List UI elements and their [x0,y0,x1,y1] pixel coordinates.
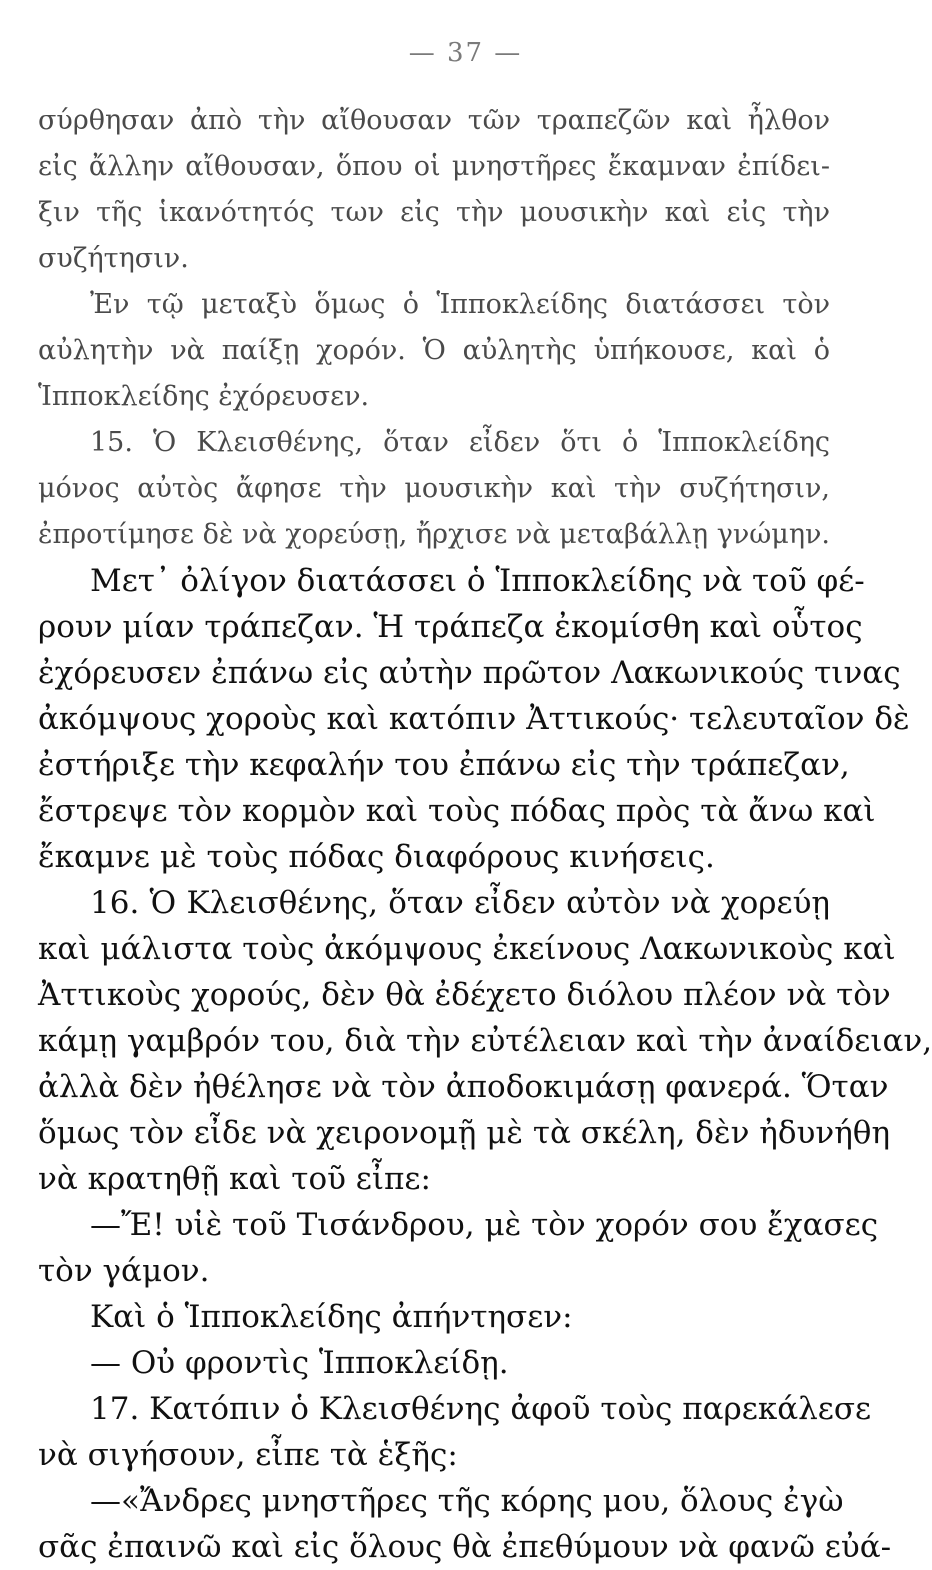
text-line: συζήτησιν. [38,243,189,274]
text-line: εἰς ἄλλην αἴθουσαν, ὅπου οἱ μνηστῆρες ἔκαμναν ἐπίδει- [38,151,830,182]
page-number: — 37 — [408,38,523,68]
text-line: καὶ μάλιστα τοὺς ἀκόμψους ἐκείνους Λακωνικοὺς καὶ [38,931,896,967]
text-line: νὰ σιγήσουν, εἶπε τὰ ἑξῆς: [38,1437,458,1473]
text-line: νὰ κρατηθῇ καὶ τοῦ εἶπε: [38,1161,431,1197]
text-line: Ἐν τῷ μεταξὺ ὅμως ὁ Ἱπποκλείδης διατάσσει τὸν [90,289,830,320]
text-line: τὸν γάμον. [38,1253,210,1289]
text-line: Ἱπποκλείδης ἐχόρευσεν. [38,381,370,412]
text-line: ἔστρεψε τὸν κορμὸν καὶ τοὺς πόδας πρὸς τὰ ἄνω καὶ [38,793,876,829]
text-line: ἀλλὰ δὲν ἠθέλησε νὰ τὸν ἀποδοκιμάσῃ φανερά. Ὅταν [38,1069,889,1105]
text-line: Ἀττικοὺς χορούς, δὲν θὰ ἐδέχετο διόλου πλέον νὰ τὸν [38,977,891,1013]
text-line: ρουν μίαν τράπεζαν. Ἡ τράπεζα ἐκομίσθη καὶ οὗτος [38,609,863,645]
text-line: 16. Ὁ Κλεισθένης, ὅταν εἶδεν αὐτὸν νὰ χορεύῃ [90,885,830,921]
text-line: ξιν τῆς ἱκανότητός των εἰς τὴν μουσικὴν καὶ εἰς τὴν [38,197,830,228]
text-line: —«Ἄνδρες μνηστῆρες τῆς κόρης μου, ὅλους ἐγὼ [90,1483,844,1519]
text-line: σύρθησαν ἀπὸ τὴν αἴθουσαν τῶν τραπεζῶν καὶ ἦλθον [38,105,830,136]
text-line: ἀκόμψους χοροὺς καὶ κατόπιν Ἀττικούς· τελευταῖον δὲ [38,701,910,737]
text-line: σᾶς ἐπαινῶ καὶ εἰς ὅλους θὰ ἐπεθύμουν νὰ φανῶ εὐά- [38,1529,892,1565]
text-line: 15. Ὁ Κλεισθένης, ὅταν εἶδεν ὅτι ὁ Ἱπποκλείδης [90,427,830,458]
text-line: ἐπροτίμησε δὲ νὰ χορεύσῃ, ἤρχισε νὰ μεταβάλλῃ γνώμην. [38,519,830,550]
text-line: 17. Κατόπιν ὁ Κλεισθένης ἀφοῦ τοὺς παρεκάλεσε [90,1391,872,1427]
text-line: μόνος αὐτὸς ἄφησε τὴν μουσικὴν καὶ τὴν συζήτησιν, [38,473,830,504]
text-line: ἐχόρευσεν ἐπάνω εἰς αὐτὴν πρῶτον Λακωνικούς τινας [38,655,901,691]
text-line: ἔκαμνε μὲ τοὺς πόδας διαφόρους κινήσεις. [38,839,715,875]
text-line: ὅμως τὸν εἶδε νὰ χειρονομῇ μὲ τὰ σκέλη, δὲν ἠδυνήθη [38,1115,891,1151]
body-text [38,98,932,1570]
text-line: κάμῃ γαμβρόν του, διὰ τὴν εὐτέλειαν καὶ τὴν ἀναίδειαν, [38,1023,932,1059]
text-line: Μετ᾽ ὀλίγον διατάσσει ὁ Ἱπποκλείδης νὰ τοῦ φέ- [90,563,865,599]
text-line: Καὶ ὁ Ἱπποκλείδης ἀπήντησεν: [90,1299,573,1335]
text-line: αὐλητὴν νὰ παίξῃ χορόν. Ὁ αὐλητὴς ὑπήκουσε, καὶ ὁ [38,335,830,366]
text-line: —Ἔ! υἱὲ τοῦ Τισάνδρου, μὲ τὸν χορόν σου ἔχασες [90,1207,879,1243]
text-line: — Οὐ φροντὶς Ἱπποκλείδῃ. [90,1345,509,1381]
text-line: ἐστήριξε τὴν κεφαλήν του ἐπάνω εἰς τὴν τράπεζαν, [38,747,850,783]
